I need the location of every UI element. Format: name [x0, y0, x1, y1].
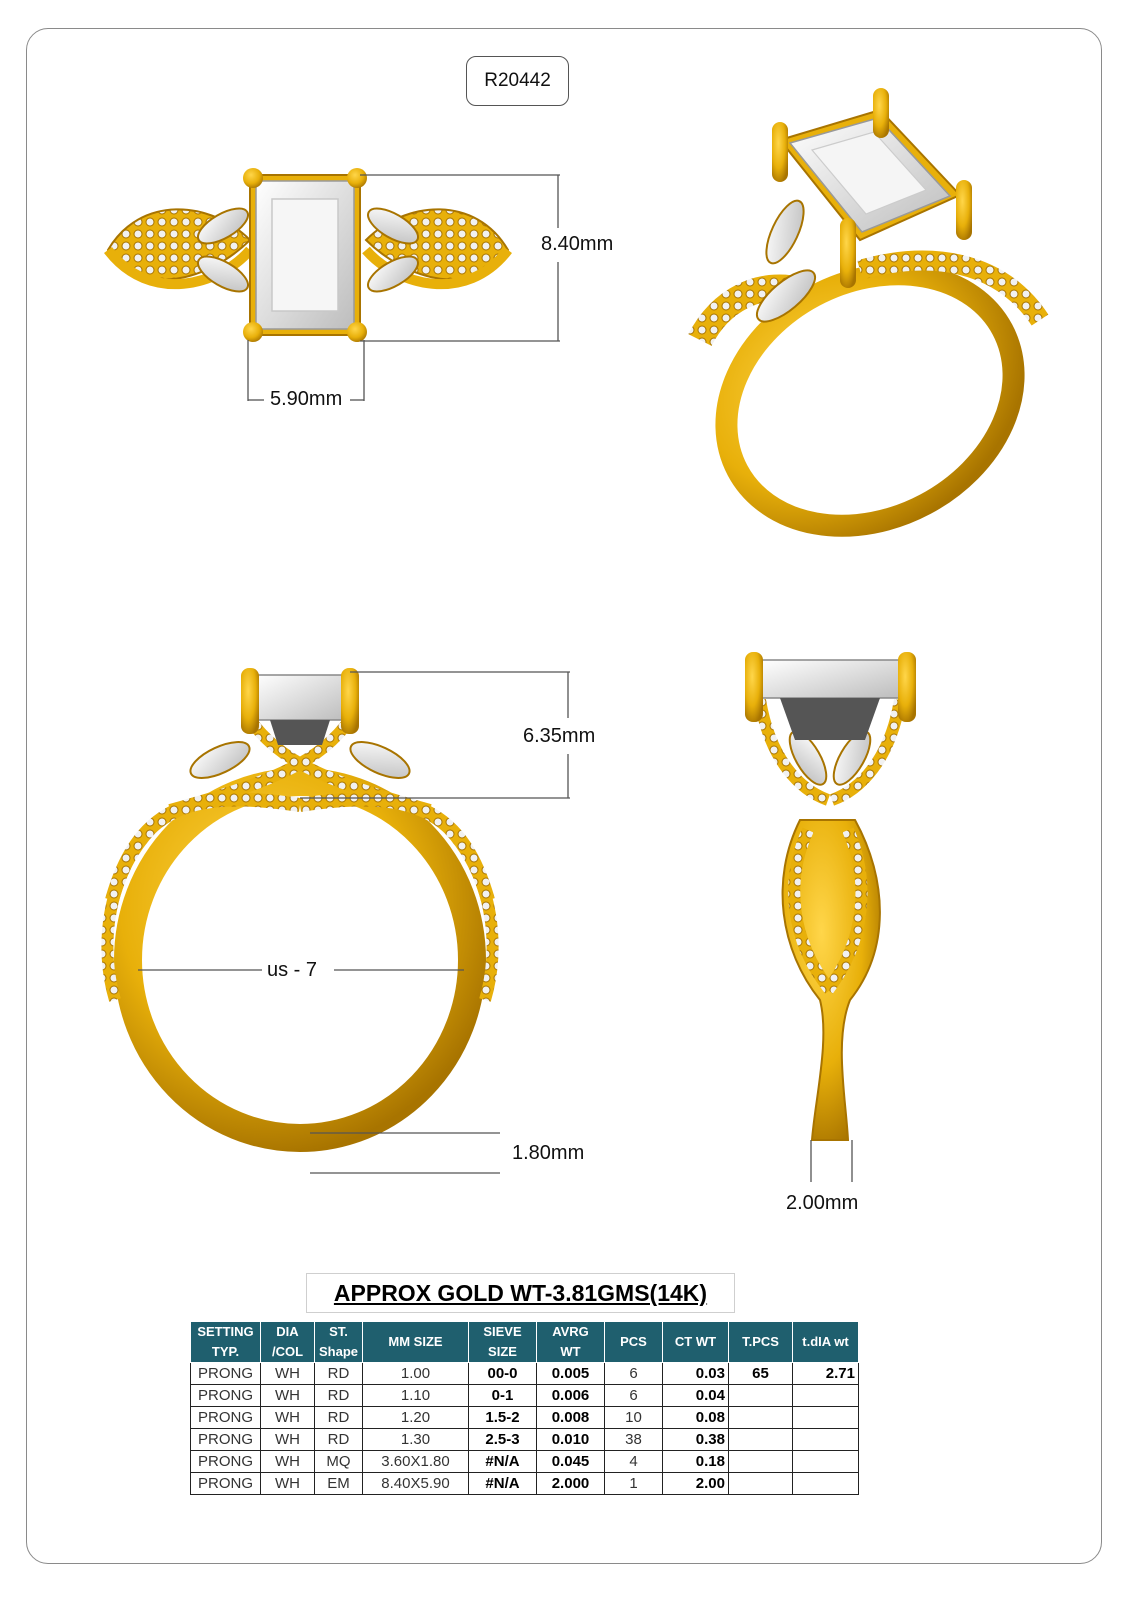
- cell-sieve: 2.5-3: [469, 1429, 537, 1451]
- cell-pcs: 10: [605, 1407, 663, 1429]
- dimension-top-width: 5.90mm: [270, 388, 343, 410]
- dimension-front-height: 6.35mm: [523, 725, 596, 747]
- cell-shape: RD: [315, 1385, 363, 1407]
- perspective-view-ring: [682, 88, 1058, 575]
- table-row: [191, 1385, 859, 1407]
- cell-total-pcs: [729, 1473, 793, 1495]
- header-dia-col: DIA /COL: [261, 1322, 315, 1363]
- header-total-pcs: T.PCS: [729, 1322, 793, 1363]
- cell-total-pcs: [729, 1385, 793, 1407]
- cell-setting: PRONG: [191, 1363, 261, 1385]
- cell-setting: PRONG: [191, 1451, 261, 1473]
- table-header-row: [191, 1322, 859, 1363]
- cell-color: WH: [261, 1473, 315, 1495]
- cell-pcs: 6: [605, 1385, 663, 1407]
- cell-shape: RD: [315, 1363, 363, 1385]
- cell-setting: PRONG: [191, 1407, 261, 1429]
- cell-total-dia-wt: 2.71: [793, 1363, 859, 1385]
- cell-shape: RD: [315, 1429, 363, 1451]
- cell-color: WH: [261, 1451, 315, 1473]
- header-pcs: PCS: [605, 1322, 663, 1363]
- cell-avg-wt: 0.010: [537, 1429, 605, 1451]
- cell-total-dia-wt: [793, 1385, 859, 1407]
- gold-weight-title: APPROX GOLD WT-3.81GMS(14K): [306, 1273, 735, 1313]
- cell-mm-size: 1.20: [363, 1407, 469, 1429]
- cell-ct-wt: 0.18: [663, 1451, 729, 1473]
- cell-sieve: #N/A: [469, 1451, 537, 1473]
- cell-setting: PRONG: [191, 1385, 261, 1407]
- header-mm-size: MM SIZE: [363, 1322, 469, 1363]
- cell-total-pcs: [729, 1407, 793, 1429]
- cell-shape: RD: [315, 1407, 363, 1429]
- side-view-ring: [745, 652, 916, 1140]
- cell-ct-wt: 2.00: [663, 1473, 729, 1495]
- table-row: [191, 1407, 859, 1429]
- cell-setting: PRONG: [191, 1473, 261, 1495]
- side-view-dimension-lines: [811, 1140, 852, 1182]
- table-row: [191, 1363, 859, 1385]
- cell-avg-wt: 0.008: [537, 1407, 605, 1429]
- header-sieve-size: SIEVE SIZE: [469, 1322, 537, 1363]
- cell-mm-size: 1.30: [363, 1429, 469, 1451]
- header-setting-type: SETTING TYP.: [191, 1322, 261, 1363]
- ring-size-label: us - 7: [267, 959, 318, 981]
- cell-avg-wt: 0.045: [537, 1451, 605, 1473]
- cell-pcs: 1: [605, 1473, 663, 1495]
- cell-sieve: #N/A: [469, 1473, 537, 1495]
- cell-avg-wt: 2.000: [537, 1473, 605, 1495]
- cell-total-dia-wt: [793, 1451, 859, 1473]
- cell-ct-wt: 0.38: [663, 1429, 729, 1451]
- dimension-shank-thickness: 1.80mm: [512, 1142, 585, 1164]
- cell-ct-wt: 0.03: [663, 1363, 729, 1385]
- dimension-shank-width: 2.00mm: [786, 1192, 859, 1214]
- cell-mm-size: 3.60X1.80: [363, 1451, 469, 1473]
- table-row: [191, 1451, 859, 1473]
- cell-pcs: 6: [605, 1363, 663, 1385]
- cell-setting: PRONG: [191, 1429, 261, 1451]
- cell-avg-wt: 0.006: [537, 1385, 605, 1407]
- cell-total-dia-wt: [793, 1407, 859, 1429]
- cell-ct-wt: 0.08: [663, 1407, 729, 1429]
- table-row: [191, 1429, 859, 1451]
- cell-mm-size: 1.00: [363, 1363, 469, 1385]
- header-avg-weight: AVRG WT: [537, 1322, 605, 1363]
- cell-total-pcs: [729, 1451, 793, 1473]
- cell-color: WH: [261, 1385, 315, 1407]
- table-row: [191, 1473, 859, 1495]
- top-view-ring: [108, 168, 508, 342]
- header-total-dia-wt: t.dIA wt: [793, 1322, 859, 1363]
- cell-total-pcs: 65: [729, 1363, 793, 1385]
- cell-sieve: 00-0: [469, 1363, 537, 1385]
- front-view-ring: [107, 668, 492, 1138]
- cell-total-dia-wt: [793, 1429, 859, 1451]
- cell-mm-size: 1.10: [363, 1385, 469, 1407]
- stone-spec-table: [190, 1321, 859, 1495]
- cell-pcs: 38: [605, 1429, 663, 1451]
- cell-color: WH: [261, 1407, 315, 1429]
- cell-total-pcs: [729, 1429, 793, 1451]
- cell-ct-wt: 0.04: [663, 1385, 729, 1407]
- dimension-top-height: 8.40mm: [541, 233, 614, 255]
- header-ct-wt: CT WT: [663, 1322, 729, 1363]
- cell-total-dia-wt: [793, 1473, 859, 1495]
- header-stone-shape: ST. Shape: [315, 1322, 363, 1363]
- cell-pcs: 4: [605, 1451, 663, 1473]
- cell-sieve: 1.5-2: [469, 1407, 537, 1429]
- cell-shape: MQ: [315, 1451, 363, 1473]
- cell-color: WH: [261, 1363, 315, 1385]
- cell-avg-wt: 0.005: [537, 1363, 605, 1385]
- design-code-label: R20442: [466, 56, 569, 106]
- cell-color: WH: [261, 1429, 315, 1451]
- cell-mm-size: 8.40X5.90: [363, 1473, 469, 1495]
- cell-sieve: 0-1: [469, 1385, 537, 1407]
- cell-shape: EM: [315, 1473, 363, 1495]
